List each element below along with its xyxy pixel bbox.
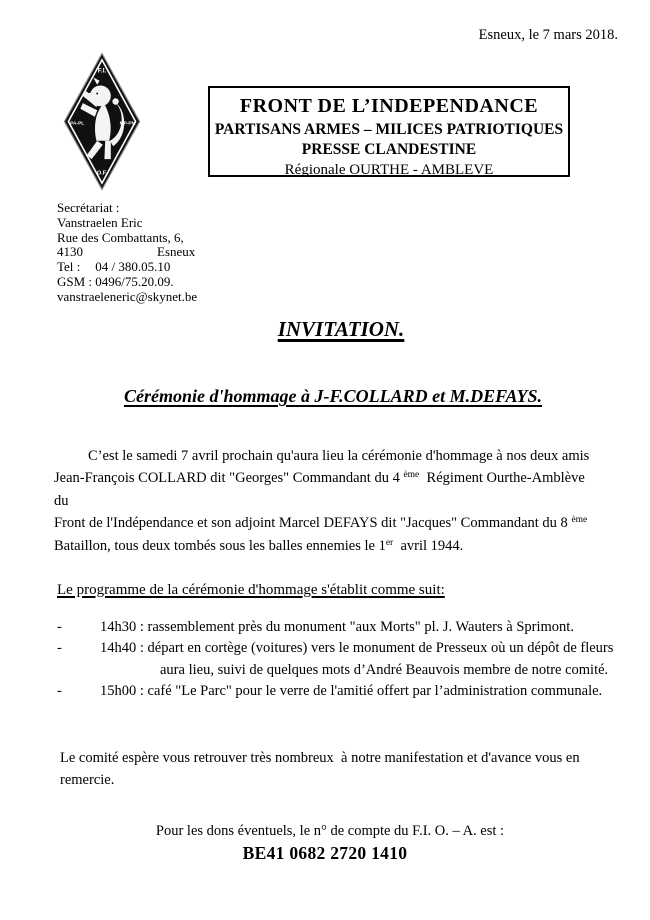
organization-letterhead-box [208, 86, 570, 177]
closing-paragraph [60, 747, 635, 791]
body-line-2-text: Jean-François COLLARD dit "Georges" Commandant du 4 [54, 469, 404, 486]
tel-label: Tel : [57, 259, 81, 275]
org-subtitle-2: PRESSE CLANDESTINE [301, 141, 477, 158]
emblem-label-bottom: O.F. [96, 170, 108, 177]
emblem-label-left: PA-PL [70, 121, 85, 127]
body-paragraph [54, 446, 629, 560]
tel-value: 04 / 380.05.10 [95, 259, 171, 275]
programme-item [57, 617, 632, 638]
org-region: Régionale OURTHE - AMBLEVE [284, 162, 494, 178]
bank-account-number: BE41 0682 2720 1410 [242, 843, 408, 863]
body-line-2 [54, 468, 629, 492]
invitation-heading: INVITATION. [277, 317, 405, 341]
secretariat-street: Rue des Combattants, 6, [57, 229, 184, 245]
programme-list [57, 617, 632, 703]
body-line-5 [54, 536, 629, 560]
bullet-dash: - [57, 640, 62, 657]
secretariat-name: Vanstraelen Eric [57, 214, 143, 230]
closing-line-2: remercie. [60, 772, 115, 788]
date-line: Esneux, le 7 mars 2018. [478, 27, 618, 43]
superscript-eme: ème [403, 469, 420, 480]
programme-heading: Le programme de la cérémonie d'hommage s'établit comme suit: [57, 582, 445, 598]
secretariat-gsm-line: GSM : 0496/75.20.09. [57, 273, 174, 289]
body-line-4 [54, 513, 629, 537]
emblem-label-top: F.I. [97, 67, 107, 75]
programme-item-text: 14h40 : départ en cortège (voitures) vers le monument de Presseux où un dépôt de fleurs [100, 640, 614, 657]
body-line-5-tail: avril 1944. [393, 538, 464, 555]
programme-item-continuation: aura lieu, suivi de quelques mots d’André Beauvois membre de notre comité. [160, 661, 609, 678]
programme-item [57, 638, 632, 659]
body-line-2-tail: Régiment Ourthe-Amblève [419, 469, 585, 486]
fi-emblem-icon [62, 51, 142, 192]
superscript-eme: ème [571, 514, 588, 525]
body-line-3: du [54, 493, 69, 510]
programme-item-text: 15h00 : café "Le Parc" pour le verre de l'amitié offert par l’administration communale. [100, 683, 603, 700]
bullet-dash: - [57, 619, 62, 635]
secretariat-block [57, 201, 197, 305]
body-line-5-text: Bataillon, tous deux tombés sous les balles ennemies le 1 [54, 538, 386, 555]
body-line-1: C’est le samedi 7 avril prochain qu'aura lieu la cérémonie d'hommage à nos deux amis [88, 448, 590, 464]
superscript-er: er [385, 538, 394, 549]
donation-line: Pour les dons éventuels, le n° de compte du F.I. O. – A. est : [155, 823, 505, 839]
lion-eye [96, 93, 98, 95]
secretariat-email: vanstraeleneric@skynet.be [57, 288, 198, 304]
ceremony-heading: Cérémonie d'hommage à J-F.COLLARD et M.DEFAYS. [123, 386, 543, 406]
closing-line-1: Le comité espère vous retrouver très nombreux à notre manifestation et d'avance vous en [60, 750, 580, 766]
fi-emblem [62, 51, 142, 192]
secretariat-tel-line [57, 260, 197, 275]
org-title: FRONT DE L’INDEPENDANCE [239, 95, 539, 117]
secretariat-label: Secrétariat : [57, 200, 120, 215]
secretariat-zip: 4130 [57, 244, 83, 260]
emblem-label-right: MP-PM [119, 121, 136, 127]
body-line-4-text: Front de l'Indépendance et son adjoint Marcel DEFAYS dit "Jacques" Commandant du 8 [54, 514, 572, 531]
bullet-dash: - [57, 683, 62, 700]
programme-item-text: 14h30 : rassemblement près du monument "aux Morts" pl. J. Wauters à Sprimont. [100, 619, 574, 635]
programme-item [57, 681, 632, 702]
org-subtitle-1: PARTISANS ARMES – MILICES PATRIOTIQUES [214, 121, 564, 138]
secretariat-city: Esneux [157, 244, 196, 260]
secretariat-city-line [57, 245, 197, 260]
